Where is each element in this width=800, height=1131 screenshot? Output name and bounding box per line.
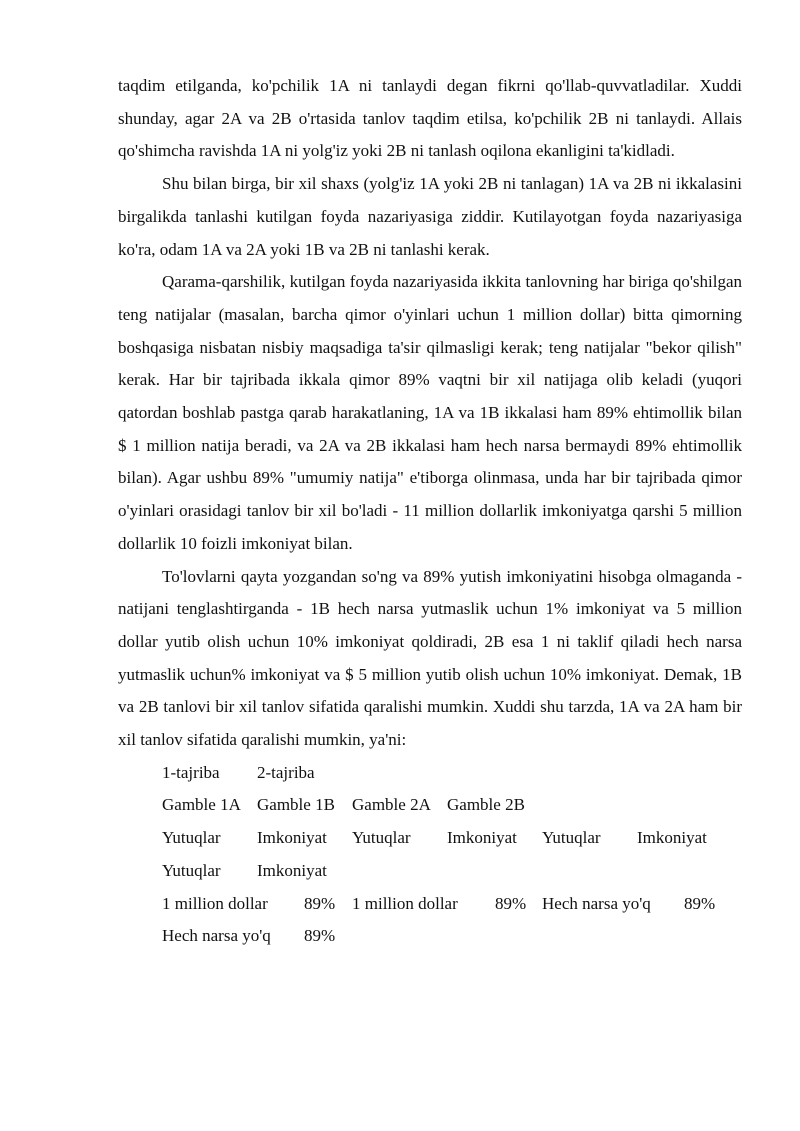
table-cell: Hech narsa yo'q xyxy=(162,926,271,946)
table-cell: Imkoniyat xyxy=(257,860,327,880)
table-row xyxy=(118,789,742,822)
table-cell: Gamble 2B xyxy=(447,795,525,815)
table-cell: Imkoniyat xyxy=(257,828,327,848)
table-cell: Gamble 2A xyxy=(352,795,431,815)
table-cell: Imkoniyat xyxy=(447,828,517,848)
table-row xyxy=(118,757,742,790)
experiment-table xyxy=(118,757,742,953)
paragraph-3: Qarama-qarshilik, kutilgan foyda nazariyasida ikkita tanlovning har biriga qo'shilgan teng natijalar (masalan, barcha qimor o'yinlari uchun 1 million dollar) bitta qimorning boshqasiga nisbatan nisbiy maqsadiga ta'sir qilmasligi kerak; teng natijalar "bekor qilish" kerak. Har bir tajribada ikkala qimor 89% vaqtni bir xil natijaga olib keladi (yuqori qatordan boshlab pastga qarab harakatlaning, 1A va 1B ikkalasi ham 89% ehtimollik bilan $ 1 million natija beradi, va 2A va 2B ikkalasi ham hech narsa bermaydi 89% ehtimollik bilan). Agar ushbu 89% "umumiy natija" e'tiborga olinmasa, unda har bir tajribada qimor o'yinlari orasidagi tanlov bir xil bo'ladi - 11 million dollarlik imkoniyatga qarshi 5 million dollarlik 10 foizli imkoniyat bilan. xyxy=(118,272,742,553)
table-cell: 1-tajriba xyxy=(162,762,220,782)
table-cell: 1 million dollar xyxy=(352,893,458,913)
table-row xyxy=(118,920,742,953)
table-cell: Yutuqlar xyxy=(352,828,411,848)
table-cell: 1 million dollar xyxy=(162,893,268,913)
document-page xyxy=(118,70,742,953)
table-cell: 89% xyxy=(304,926,336,946)
table-cell: 89% xyxy=(495,893,527,913)
table-cell: Yutuqlar xyxy=(162,860,221,880)
table-cell: 89% xyxy=(684,893,716,913)
table-row xyxy=(118,822,742,855)
table-row xyxy=(118,888,742,921)
paragraph-1: taqdim etilganda, ko'pchilik 1A ni tanlaydi degan fikrni qo'llab-quvvatladilar. Xuddi shunday, agar 2A va 2B o'rtasida tanlov taqdim etilsa, ko'pchilik 2B ni tanlaydi. Allais qo'shimcha ravishda 1A ni yolg'iz yoki 2B ni tanlash oqilona ekanligini ta'kidladi. xyxy=(118,76,742,161)
table-cell: 2-tajriba xyxy=(257,762,315,782)
table-cell: Yutuqlar xyxy=(162,828,221,848)
table-row xyxy=(118,855,742,888)
paragraph-4: To'lovlarni qayta yozgandan so'ng va 89% yutish imkoniyatini hisobga olmaganda - natijani tenglashtirganda - 1B hech narsa yutmaslik uchun 1% imkoniyat va 5 million dollar yutib olish uchun 10% imkoniyat qoldiradi, 2B esa 1 ni taklif qiladi hech narsa yutmaslik uchun% imkoniyat va $ 5 million yutib olish uchun 10% imkoniyat. Demak, 1B va 2B tanlovi bir xil tanlov sifatida qaralishi mumkin. Xuddi shu tarzda, 1A va 2A ham bir xil tanlov sifatida qaralishi mumkin, ya'ni: xyxy=(118,566,742,750)
table-cell: Gamble 1A xyxy=(162,795,241,815)
table-cell: 89% xyxy=(304,893,336,913)
paragraph-2: Shu bilan birga, bir xil shaxs (yolg'iz 1A yoki 2B ni tanlagan) 1A va 2B ni ikkalasini birgalikda tanlashi kutilgan foyda nazariyasiga ziddir. Kutilayotgan foyda nazariyasiga ko'ra, odam 1A va 2A yoki 1B va 2B ni tanlashi kerak. xyxy=(118,174,742,259)
table-cell: Imkoniyat xyxy=(637,828,707,848)
table-cell: Yutuqlar xyxy=(542,828,601,848)
table-cell: Hech narsa yo'q xyxy=(542,893,651,913)
table-cell: Gamble 1B xyxy=(257,795,335,815)
